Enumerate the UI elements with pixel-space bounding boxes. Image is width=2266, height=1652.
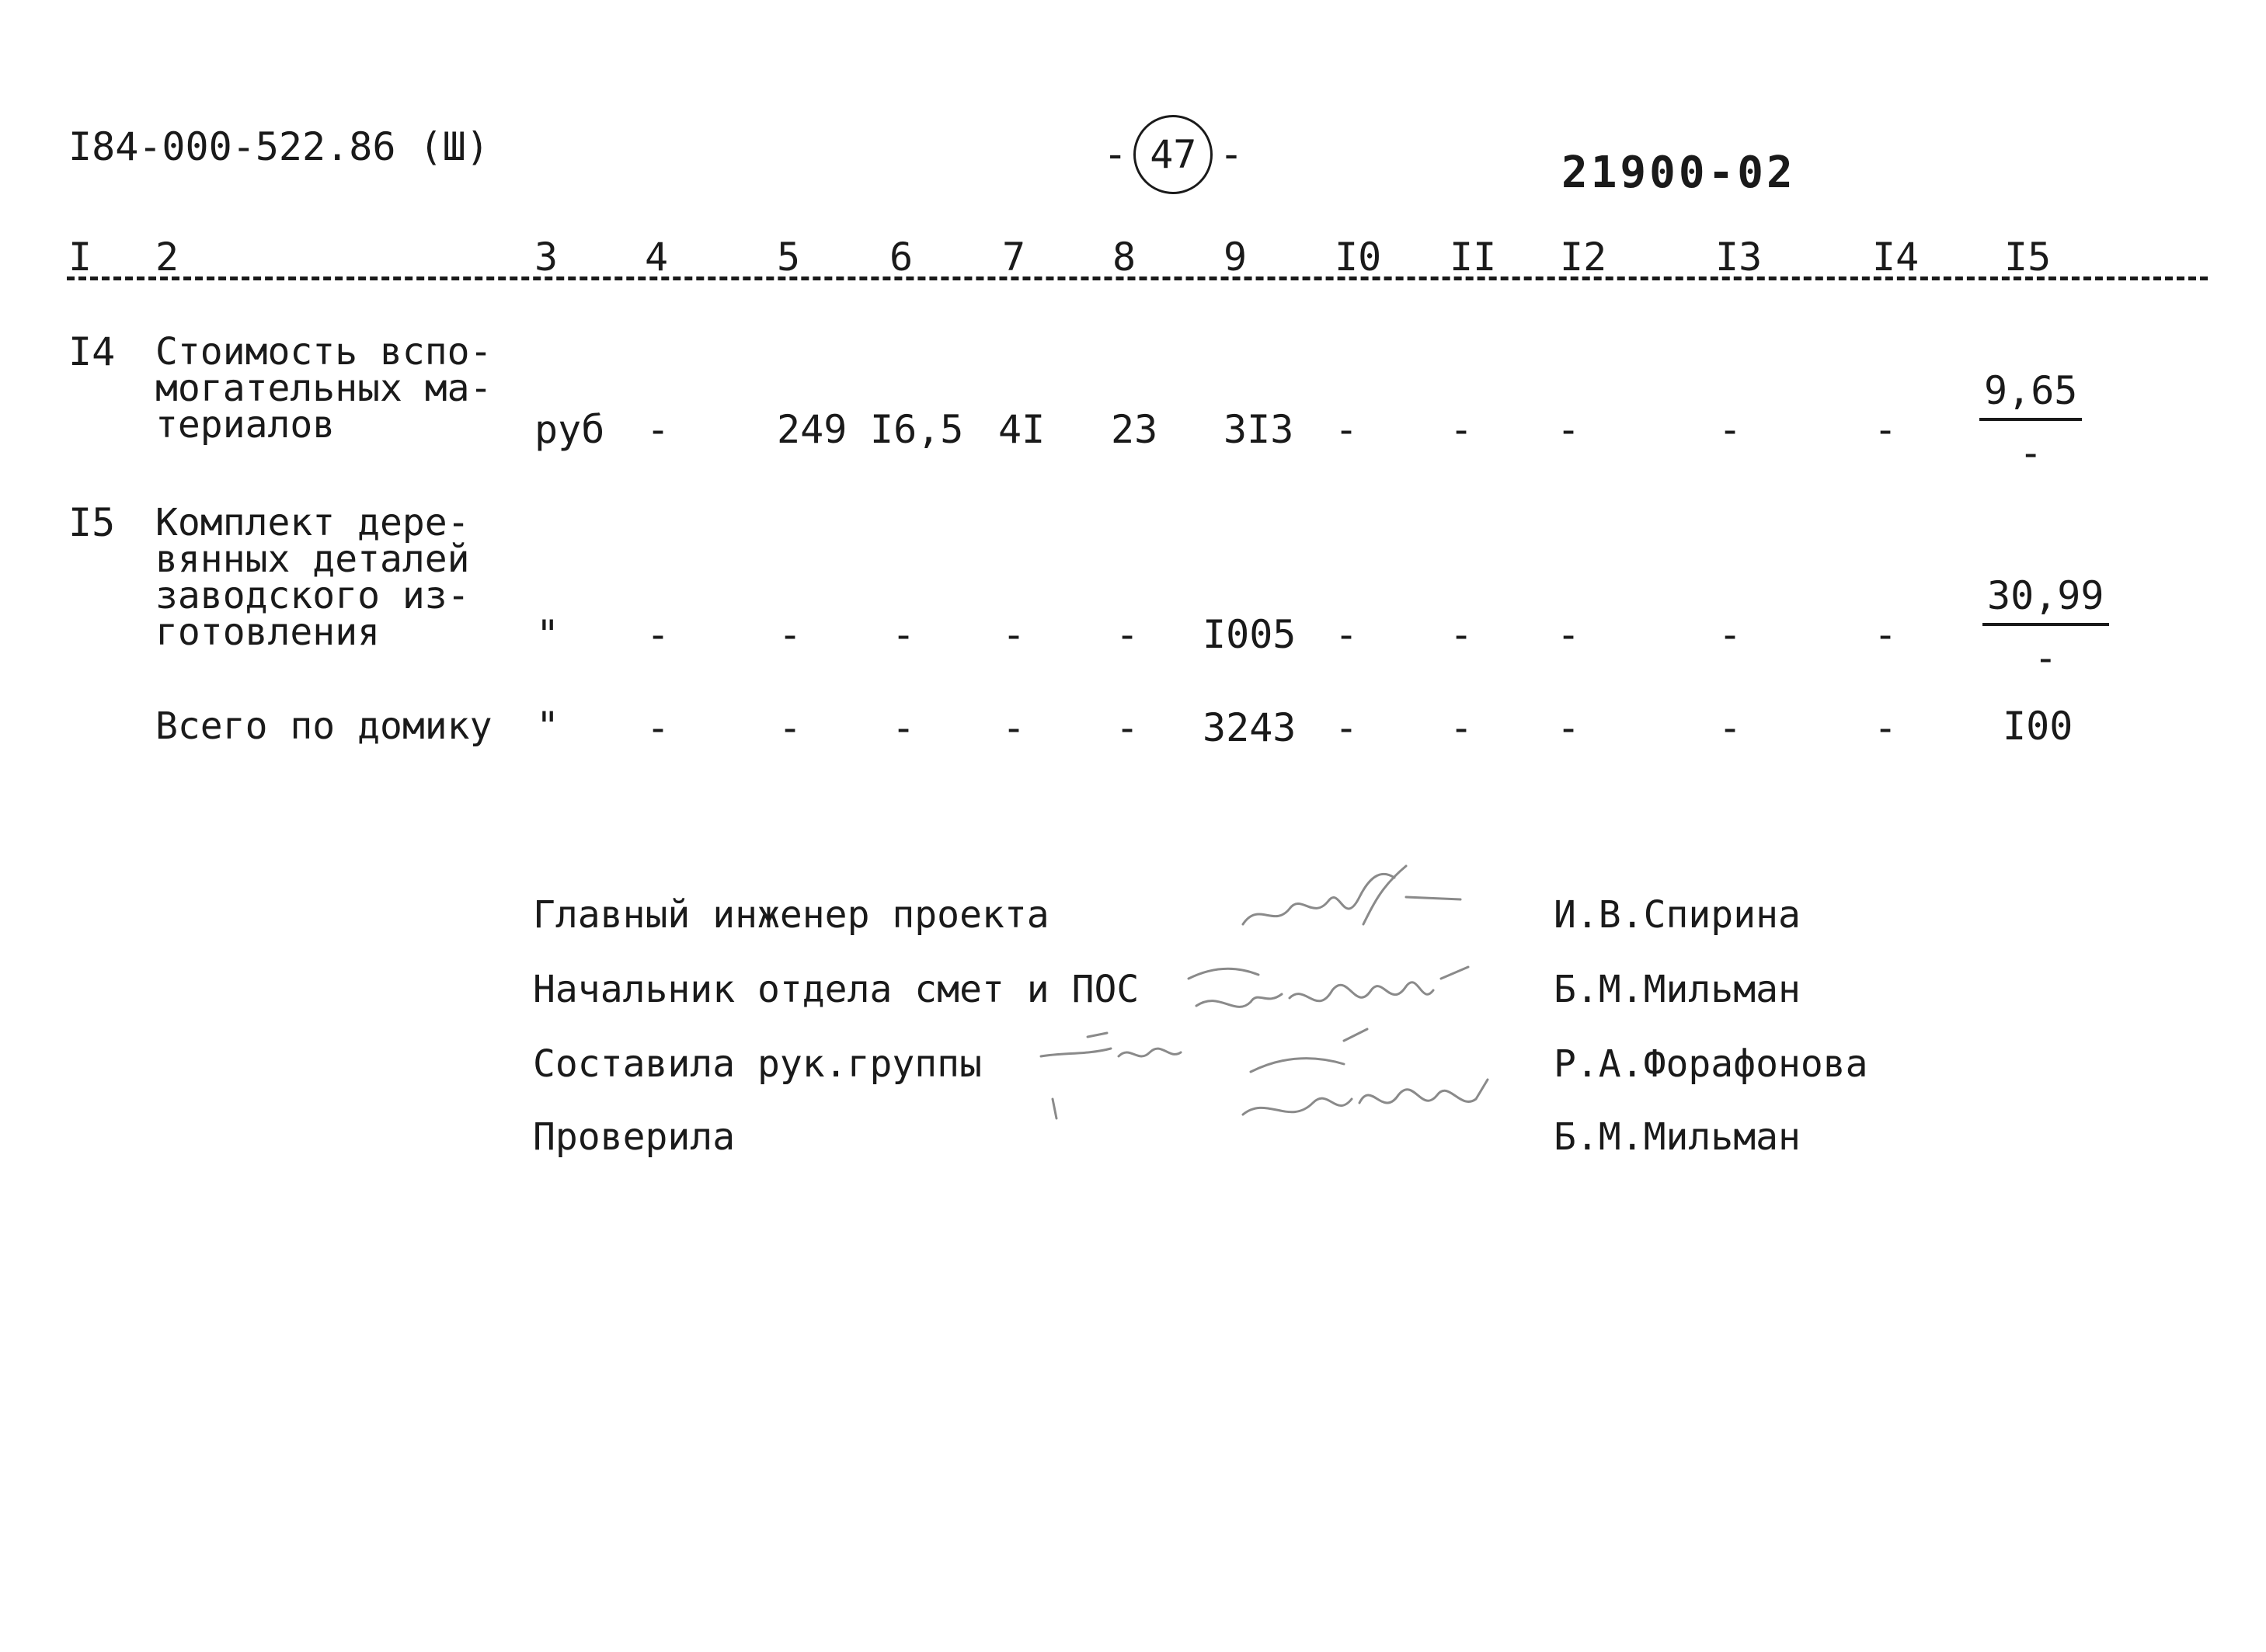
cell-col6: - xyxy=(892,705,916,750)
signature-name: Р.А.Форафонова xyxy=(1554,1042,1868,1086)
header-divider xyxy=(67,276,2208,280)
fraction-denominator: - xyxy=(2034,635,2058,680)
handwritten-signature xyxy=(1227,854,1476,948)
signature-title: Составила рук.группы xyxy=(533,1042,982,1086)
description-line: заводского из- xyxy=(155,574,470,617)
document-code: I84-000-522.86 (Ш) xyxy=(68,124,489,169)
cell-col12: - xyxy=(1557,705,1581,750)
row-description xyxy=(155,501,470,654)
description-line: териалов xyxy=(155,403,336,447)
description-line: могательных ма- xyxy=(155,367,493,410)
cell-col10: - xyxy=(1335,407,1359,452)
cell-col4: - xyxy=(646,705,670,750)
page-number xyxy=(1103,115,1244,194)
description-line: готовления xyxy=(155,610,380,654)
cell-col11: - xyxy=(1450,407,1474,452)
cell-col11: - xyxy=(1450,705,1474,750)
stamp-number: 21900-02 xyxy=(1561,148,1796,198)
cell-col11: - xyxy=(1450,612,1474,657)
cell-col15-fraction xyxy=(1982,573,2109,680)
col-header-13: I3 xyxy=(1715,235,1763,280)
signature-name: Б.М.Мильман xyxy=(1554,968,1801,1011)
row-description xyxy=(155,704,493,748)
cell-col12: - xyxy=(1557,612,1581,657)
cell-col13: - xyxy=(1718,705,1742,750)
row-description xyxy=(155,330,493,447)
cell-col15-total: I00 xyxy=(2003,704,2073,749)
row-number: I5 xyxy=(68,500,116,545)
cell-col7: 4I xyxy=(998,407,1046,452)
col-header-3: 3 xyxy=(534,235,559,280)
cell-col9: 3243 xyxy=(1203,705,1297,750)
signature-title: Главный инженер проекта xyxy=(533,893,1049,937)
cell-col14: - xyxy=(1874,705,1898,750)
cell-col8: 23 xyxy=(1111,407,1158,452)
page-number-prefix: - xyxy=(1103,131,1128,178)
cell-col10: - xyxy=(1335,612,1359,657)
cell-col4: - xyxy=(646,612,670,657)
cell-col7: - xyxy=(1002,705,1026,750)
description-line: Всего по домику xyxy=(155,704,493,748)
cell-col9: 3I3 xyxy=(1224,407,1294,452)
signature-name: Б.М.Мильман xyxy=(1554,1115,1801,1159)
cell-unit: руб xyxy=(534,407,605,452)
col-header-14: I4 xyxy=(1872,235,1920,280)
description-line: Комплект дере- xyxy=(155,501,470,544)
cell-col12: - xyxy=(1557,407,1581,452)
description-line: вянных деталей xyxy=(155,537,470,581)
col-header-9: 9 xyxy=(1224,235,1248,280)
col-header-2: 2 xyxy=(155,235,179,280)
fraction-numerator: 9,65 xyxy=(1979,368,2082,421)
col-header-5: 5 xyxy=(777,235,801,280)
cell-col8: - xyxy=(1116,705,1140,750)
cell-unit: " xyxy=(536,612,560,657)
col-header-15: I5 xyxy=(2004,235,2052,280)
cell-col5: 249 xyxy=(777,407,848,452)
col-header-12: I2 xyxy=(1560,235,1607,280)
col-header-8: 8 xyxy=(1112,235,1136,280)
fraction-numerator: 30,99 xyxy=(1982,573,2109,626)
cell-col5: - xyxy=(778,705,802,750)
cell-col6: I6,5 xyxy=(870,407,964,452)
col-header-6: 6 xyxy=(889,235,914,280)
row-number: I4 xyxy=(68,329,116,374)
cell-col13: - xyxy=(1718,612,1742,657)
cell-col10: - xyxy=(1335,705,1359,750)
cell-unit: " xyxy=(536,704,560,749)
cell-col15-fraction xyxy=(1979,368,2082,475)
col-header-11: II xyxy=(1450,235,1497,280)
fraction-denominator: - xyxy=(2019,430,2043,475)
col-header-4: 4 xyxy=(645,235,669,280)
cell-col13: - xyxy=(1718,407,1742,452)
cell-col14: - xyxy=(1874,612,1898,657)
col-header-7: 7 xyxy=(1002,235,1026,280)
signature-title: Начальник отдела смет и ПОС xyxy=(533,968,1140,1011)
cell-col8: - xyxy=(1116,612,1140,657)
cell-col14: - xyxy=(1874,407,1898,452)
handwritten-signature xyxy=(1173,944,1515,1029)
cell-col6: - xyxy=(892,612,916,657)
col-header-1: I xyxy=(68,235,92,280)
description-line: Стоимость вспо- xyxy=(155,330,493,374)
cell-col4: - xyxy=(646,407,670,452)
handwritten-signature xyxy=(1033,1017,1251,1126)
page-number-suffix: - xyxy=(1219,131,1244,178)
page-number-circle xyxy=(1133,115,1213,194)
cell-col9: I005 xyxy=(1203,612,1297,657)
cell-col5: - xyxy=(778,612,802,657)
page-number-value: 47 xyxy=(1150,132,1197,177)
cell-col7: - xyxy=(1002,612,1026,657)
handwritten-signature xyxy=(1227,1025,1507,1142)
signature-name: И.В.Спирина xyxy=(1554,893,1801,937)
col-header-10: I0 xyxy=(1335,235,1382,280)
signature-title: Проверила xyxy=(533,1115,736,1159)
